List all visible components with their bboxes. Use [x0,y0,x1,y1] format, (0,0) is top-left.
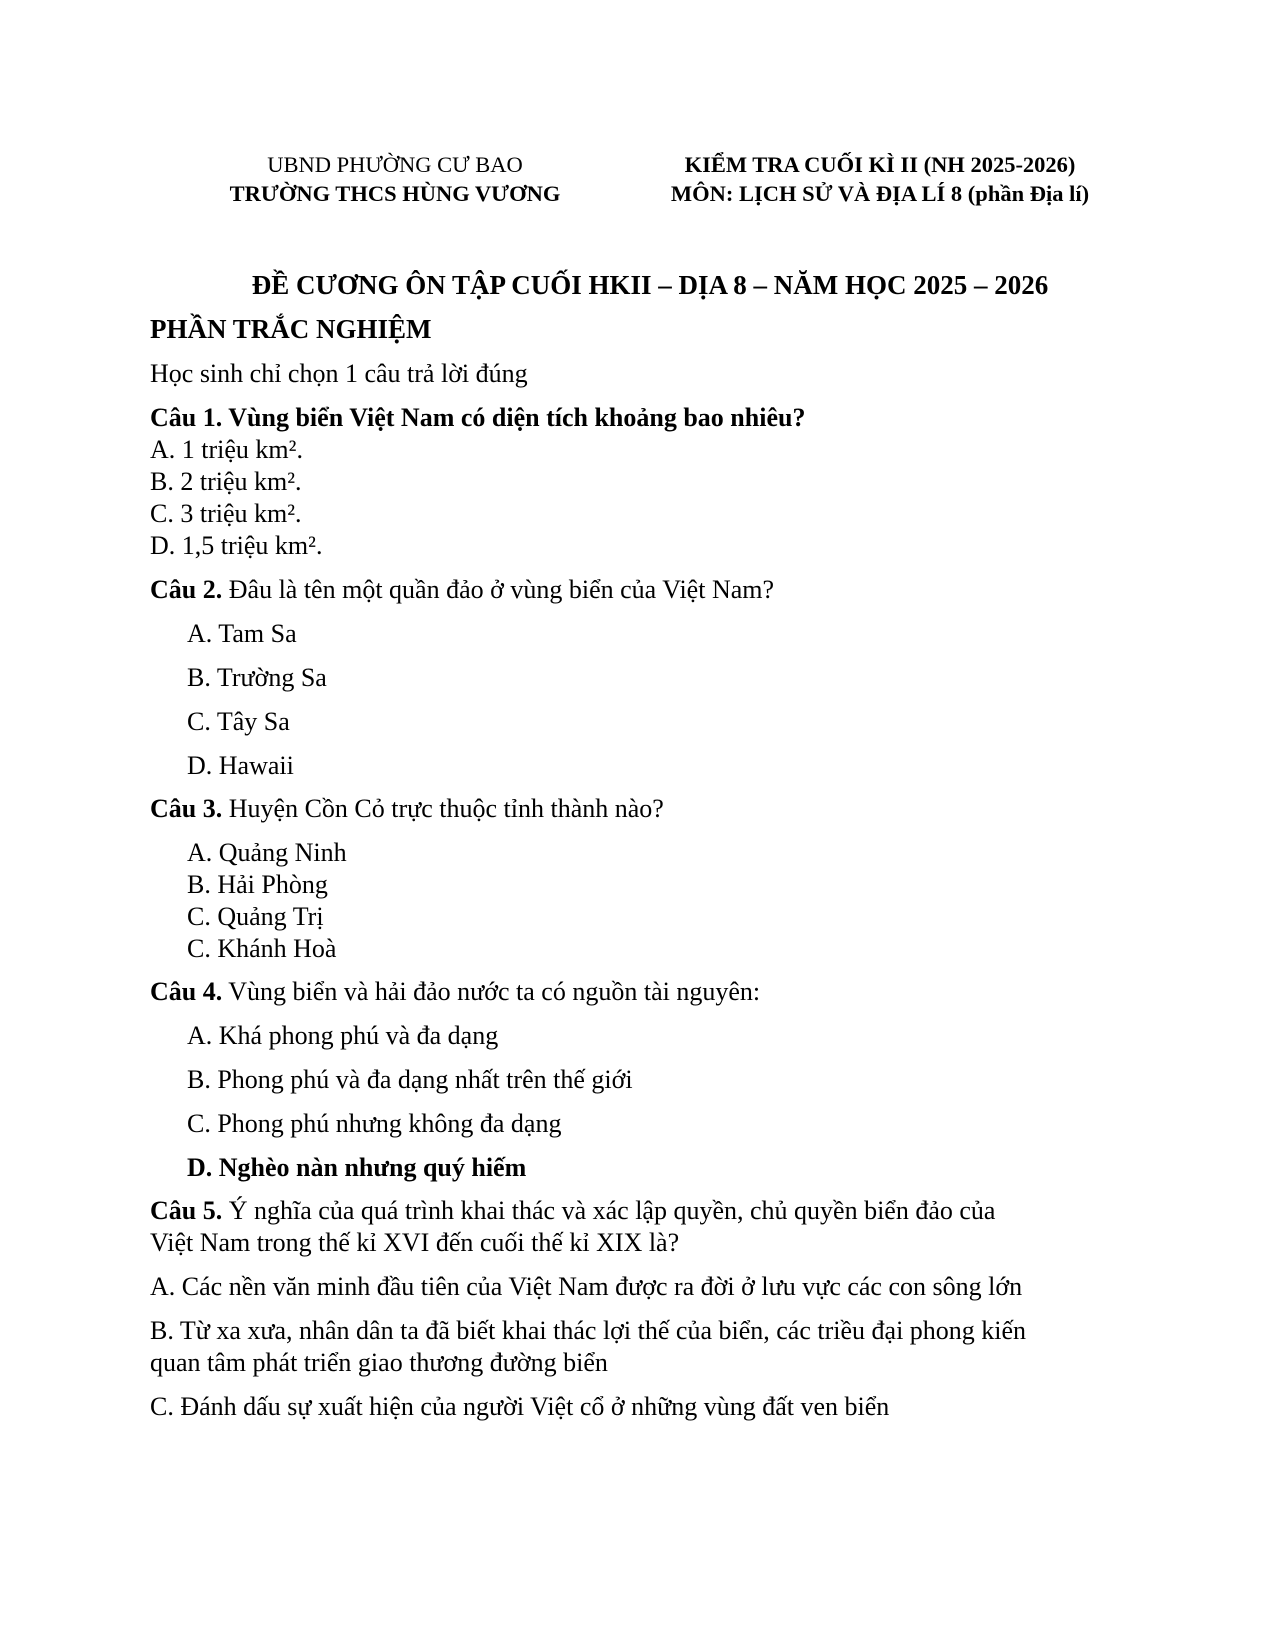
q1-option-c: C. 3 triệu km². [150,499,302,528]
question-3-label: Câu 3. [150,794,223,823]
q3-option-a: A. Quảng Ninh [187,838,347,867]
q1-option-d: D. 1,5 triệu km². [150,531,323,560]
question-4 [150,976,760,1008]
question-2-text: Đâu là tên một quần đảo ở vùng biển của Việt Nam? [222,575,775,604]
q4-option-b: B. Phong phú và đa dạng nhất trên thế giới [187,1065,633,1094]
question-5-text-line2: Việt Nam trong thế kỉ XVI đến cuối thế kỉ XIX là? [150,1228,680,1257]
q1-option-a: A. 1 triệu km². [150,435,303,464]
q5-option-b-line2: quan tâm phát triển giao thương đường biển [150,1348,608,1377]
question-1-text: . Vùng biển Việt Nam có diện tích khoảng bao nhiêu? [215,403,806,432]
question-5-label: Câu 5. [150,1196,223,1225]
school-header [195,150,595,208]
question-5 [150,1195,995,1227]
question-2 [150,574,774,606]
q2-option-d: D. Hawaii [187,751,294,780]
question-3-text: Huyện Cồn Cỏ trực thuộc tỉnh thành nào? [222,794,664,823]
q2-option-a: A. Tam Sa [187,619,297,648]
question-2-label: Câu 2. [150,575,223,604]
question-1 [150,402,805,434]
question-5-text-line1: Ý nghĩa của quá trình khai thác và xác lập quyền, chủ quyền biển đảo của [222,1196,996,1225]
exam-subject: MÔN: LỊCH SỬ VÀ ĐỊA LÍ 8 (phần Địa lí) [670,181,1090,206]
instruction: Học sinh chỉ chọn 1 câu trả lời đúng [150,359,528,388]
q5-option-a: A. Các nền văn minh đầu tiên của Việt Nam được ra đời ở lưu vực các con sông lớn [150,1272,1023,1301]
q3-option-c: C. Quảng Trị [187,902,324,931]
exam-header [640,150,1120,208]
q4-option-a: A. Khá phong phú và đa dạng [187,1021,499,1050]
q4-option-d: D. Nghèo nàn nhưng quý hiếm [187,1153,527,1182]
q2-option-c: C. Tây Sa [187,707,290,736]
q3-option-b: B. Hải Phòng [187,870,328,899]
q3-option-d: C. Khánh Hoà [187,934,337,963]
q4-option-c: C. Phong phú nhưng không đa dạng [187,1109,562,1138]
question-4-label: Câu 4. [150,977,223,1006]
q5-option-b-line1: B. Từ xa xưa, nhân dân ta đã biết khai thác lợi thế của biển, các triều đại phong kiến [150,1316,1027,1345]
question-3 [150,793,664,825]
q1-option-b: B. 2 triệu km². [150,467,302,496]
question-1-label: Câu 1 [150,403,216,432]
school-name: TRƯỜNG THCS HÙNG VƯƠNG [229,181,561,206]
school-authority: UBND PHƯỜNG CƯ BAO [267,152,523,177]
section-heading: PHẦN TRẮC NGHIỆM [150,314,432,344]
question-4-text: Vùng biển và hải đảo nước ta có nguồn tài nguyên: [222,977,761,1006]
q2-option-b: B. Trường Sa [187,663,327,692]
document-title: ĐỀ CƯƠNG ÔN TẬP CUỐI HKII – DỊA 8 – NĂM HỌC 2025 – 2026 [251,270,1049,300]
exam-title: KIỂM TRA CUỐI KÌ II (NH 2025-2026) [684,152,1076,177]
q5-option-c: C. Đánh dấu sự xuất hiện của người Việt cổ ở những vùng đất ven biển [150,1392,890,1421]
